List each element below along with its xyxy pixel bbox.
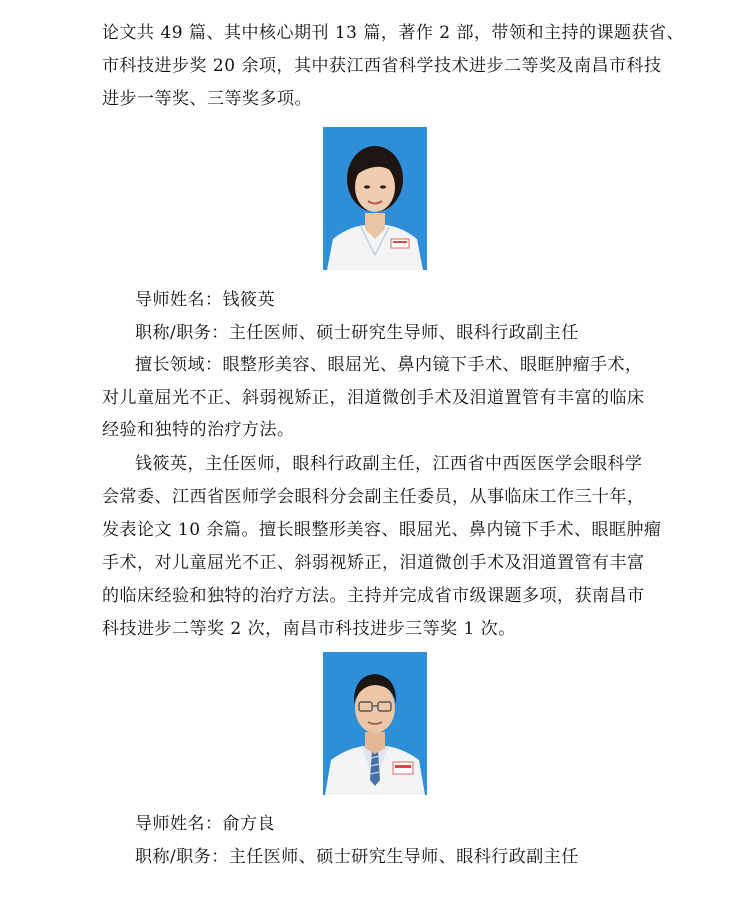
text-line: 的临床经验和独特的治疗方法。主持并完成省市级课题多项，获南昌市 (102, 586, 645, 606)
mentor-name-line: 导师姓名：钱筱英 (135, 290, 275, 310)
mentor-photo-female (323, 127, 427, 270)
text-line: 市科技进步奖 20 余项，其中获江西省科学技术进步二等奖及南昌市科技 (102, 56, 662, 76)
text-line: 经验和独特的治疗方法。 (102, 420, 295, 440)
text-line: 钱筱英，主任医师，眼科行政副主任，江西省中西医医学会眼科学 (135, 454, 643, 474)
text-line: 会常委、江西省医师学会眼科分会副主任委员，从事临床工作三十年， (102, 487, 645, 507)
mentor-name-line: 导师姓名：俞方良 (135, 814, 275, 834)
mentor-title-line: 职称/职务：主任医师、硕士研究生导师、眼科行政副主任 (135, 323, 579, 343)
text-line: 进步一等奖、三等奖多项。 (102, 89, 312, 109)
mentor-photo-male (323, 652, 427, 795)
mentor-title-line: 职称/职务：主任医师、硕士研究生导师、眼科行政副主任 (135, 847, 579, 867)
text-line: 擅长领域：眼整形美容、眼屈光、鼻内镜下手术、眼眶肿瘤手术， (135, 355, 643, 375)
text-line: 科技进步二等奖 2 次，南昌市科技进步三等奖 1 次。 (102, 619, 516, 639)
text-line: 对儿童屈光不正、斜弱视矫正，泪道微创手术及泪道置管有丰富的临床 (102, 388, 645, 408)
text-line: 发表论文 10 余篇。擅长眼整形美容、眼屈光、鼻内镜下手术、眼眶肿瘤 (102, 520, 662, 540)
text-line: 手术，对儿童屈光不正、斜弱视矫正，泪道微创手术及泪道置管有丰富 (102, 553, 645, 573)
text-line: 论文共 49 篇、其中核心期刊 13 篇，著作 2 部，带领和主持的课题获省、 (102, 23, 685, 43)
